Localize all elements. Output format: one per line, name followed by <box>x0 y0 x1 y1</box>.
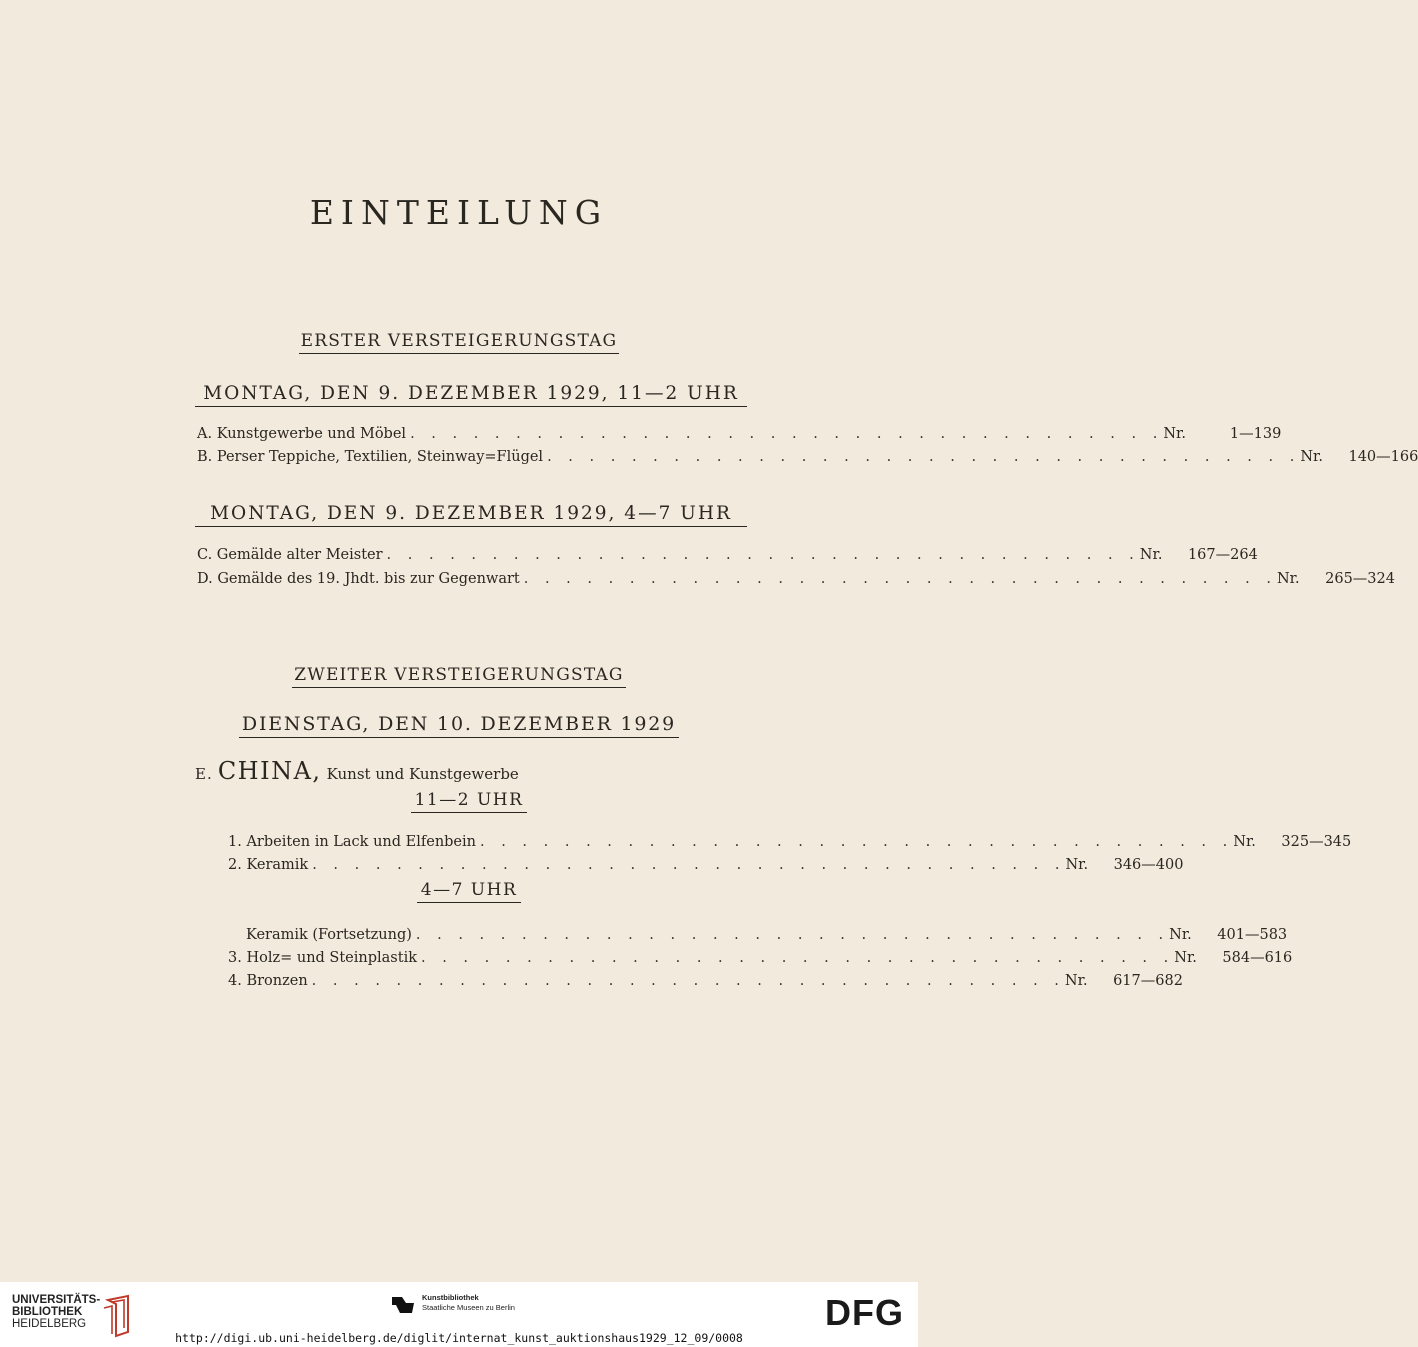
item-label: 1. Arbeiten in Lack und Elfenbein <box>228 834 476 850</box>
ub-line1: UNIVERSITÄTS- <box>12 1294 101 1306</box>
page-title: EINTEILUNG <box>309 193 609 232</box>
day1-heading <box>0 331 918 354</box>
leader-dots: . . . . . . . . . . . . . . . . . . . . . . . . . . . . . . . . . . . . <box>410 426 1164 442</box>
section-name: CHINA, <box>217 757 322 785</box>
section-china <box>195 757 519 785</box>
item-range: 1—139 <box>1229 426 1282 442</box>
day1-session2-date: MONTAG, DEN 9. DEZEMBER 1929, 4—7 UHR <box>195 503 747 527</box>
day2-heading-text: ZWEITER VERSTEIGERUNGSTAG <box>292 665 625 688</box>
leader-dots: . . . . . . . . . . . . . . . . . . . . . . . . . . . . . . . . . . . . <box>312 857 1066 873</box>
leader-dots: . . . . . . . . . . . . . . . . . . . . . . . . . . . . . . . . . . . . <box>415 927 1170 943</box>
list-item <box>228 855 1184 875</box>
item-label: 4. Bronzen <box>228 973 308 989</box>
item-nr: Nr. <box>1064 973 1088 989</box>
item-nr: Nr. <box>1300 449 1323 465</box>
item-label: D. Gemälde des 19. Jhdt. bis zur Gegenwart <box>197 571 520 587</box>
day2-date <box>0 713 918 738</box>
day1-session1-date: MONTAG, DEN 9. DEZEMBER 1929, 11—2 UHR <box>195 383 747 407</box>
item-nr: Nr. <box>1163 426 1186 442</box>
time-heading-2-text: 4—7 UHR <box>417 880 522 903</box>
leader-dots: . . . . . . . . . . . . . . . . . . . . . . . . . . . . . . . . . . . . <box>311 973 1065 989</box>
section-letter: E. <box>195 765 213 783</box>
leader-dots: . . . . . . . . . . . . . . . . . . . . . . . . . . . . . . . . . . . . <box>523 571 1277 587</box>
item-label: C. Gemälde alter Meister <box>197 547 383 563</box>
time-heading-2 <box>0 880 938 903</box>
list-item <box>228 971 1183 991</box>
item-range: 617—682 <box>1113 973 1183 989</box>
item-range: 265—324 <box>1325 571 1395 587</box>
list-item <box>246 925 1288 945</box>
kb-emblem-icon <box>390 1293 416 1315</box>
item-label: A. Kunstgewerbe und Möbel <box>197 426 407 442</box>
item-range: 346—400 <box>1113 857 1184 873</box>
item-nr: Nr. <box>1276 571 1300 587</box>
list-item <box>197 569 1395 589</box>
item-nr: Nr. <box>1169 927 1192 943</box>
item-range: 325—345 <box>1281 834 1352 850</box>
item-label: Keramik (Fortsetzung) <box>246 927 412 943</box>
list-item <box>197 447 1418 467</box>
item-nr: Nr. <box>1174 950 1197 966</box>
source-url[interactable]: http://digi.ub.uni-heidelberg.de/diglit/internat_kunst_auktionshaus1929_12_09/0008 <box>175 1331 743 1345</box>
leader-dots: . . . . . . . . . . . . . . . . . . . . . . . . . . . . . . . . . . . . <box>480 834 1234 850</box>
dfg-logo: DFG <box>825 1292 904 1333</box>
day2-date-text: DIENSTAG, DEN 10. DEZEMBER 1929 <box>239 713 679 738</box>
item-range: 401—583 <box>1217 927 1288 943</box>
item-label: 2. Keramik <box>228 857 309 873</box>
item-nr: Nr. <box>1065 857 1089 873</box>
leader-dots: . . . . . . . . . . . . . . . . . . . . . . . . . . . . . . . . . . . . <box>421 950 1175 966</box>
time-heading-1 <box>0 790 938 813</box>
item-label: 3. Holz= und Steinplastik <box>228 950 417 966</box>
item-label: B. Perser Teppiche, Textilien, Steinway=Flügel <box>197 449 544 465</box>
ub-line2: BIBLIOTHEK <box>12 1306 83 1318</box>
kunstbibliothek-logo <box>390 1293 515 1315</box>
ub-line3: HEIDELBERG <box>12 1318 87 1330</box>
list-item <box>228 832 1352 852</box>
time-heading-1-text: 11—2 UHR <box>411 790 528 813</box>
item-nr: Nr. <box>1139 547 1163 563</box>
day2-heading <box>0 665 918 688</box>
item-range: 140—166 <box>1348 449 1418 465</box>
item-range: 584—616 <box>1222 950 1293 966</box>
footer-bar <box>0 1282 918 1347</box>
day1-heading-text: ERSTER VERSTEIGERUNGSTAG <box>299 331 620 354</box>
list-item <box>228 948 1293 968</box>
list-item <box>197 424 1282 444</box>
section-subtitle: Kunst und Kunstgewerbe <box>326 765 519 783</box>
leader-dots: . . . . . . . . . . . . . . . . . . . . . . . . . . . . . . . . . . . . <box>547 449 1301 465</box>
list-item <box>197 545 1258 565</box>
kb-line1: Kunstbibliothek <box>422 1293 479 1302</box>
item-nr: Nr. <box>1233 834 1256 850</box>
leader-dots: . . . . . . . . . . . . . . . . . . . . . . . . . . . . . . . . . . . . <box>386 547 1140 563</box>
item-range: 167—264 <box>1187 547 1258 563</box>
kb-line2: Staatliche Museen zu Berlin <box>422 1303 515 1312</box>
